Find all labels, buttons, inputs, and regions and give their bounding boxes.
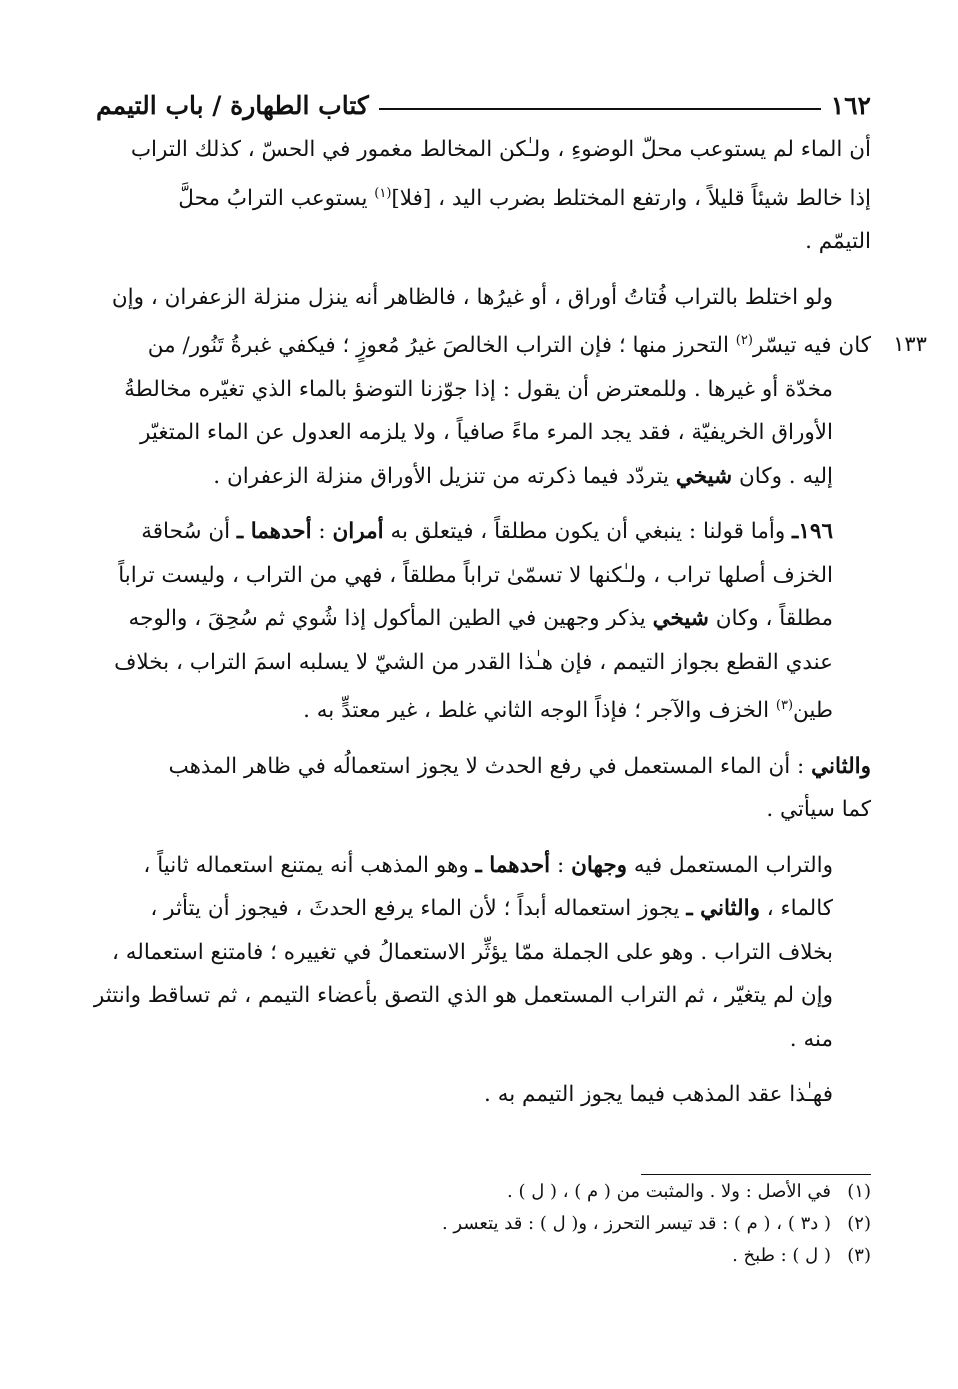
footnote-text: ( ل ) : طبخ . [732, 1245, 831, 1266]
footnote-ref: (١) [374, 185, 392, 201]
page-header [96, 80, 871, 120]
text-segment: مطلقاً ، وكان [708, 606, 833, 632]
bold-term: والثاني ـ [686, 896, 760, 922]
bold-term: أحدهما ـ [475, 852, 551, 878]
paragraph-5 [93, 844, 871, 1062]
footnote-number: (٢) [847, 1213, 871, 1234]
text-segment: يتردّد فيما ذكرته من تنزيل الأوراق منزلة الزعفران . [213, 463, 676, 489]
text-line: وإن لم يتغيّر ، ثم التراب المستعمل هو الذي التصق بأعضاء التيمم ، ثم تساقط وانتثر [93, 983, 833, 1009]
paragraph-1 [96, 128, 871, 264]
text-segment: طين [793, 698, 833, 724]
text-line [96, 455, 871, 499]
footnote-ref: (٣) [775, 698, 794, 714]
footnote-number: (٣) [847, 1245, 871, 1266]
text-segment: وأما قولنا : ينبغي أن يكون مطلقاً ، فيتعلق به [383, 519, 793, 545]
text-line: بخلاف التراب . وهو على الجملة ممّا يؤثِّر الاستعمالُ في تغييره ؛ فامتنع استعماله ، [112, 939, 833, 965]
text-line [96, 172, 871, 221]
bold-term: أحدهما ـ [236, 519, 312, 545]
text-segment: كان فيه تيسّر [752, 333, 871, 359]
text-segment: : [311, 519, 333, 545]
paragraph-2 [96, 276, 871, 499]
text-segment: الخزف والآجر ؛ فإذاً الوجه الثاني غلط ، غير معتدٍّ به . [303, 698, 776, 724]
text-segment: : [550, 852, 572, 878]
text-segment: التحرز منها ؛ فإن التراب الخالصَ غيرُ مُعوزٍ ؛ فيكفي غبرةُ تَنُور/ من [147, 333, 736, 359]
footnotes [300, 1176, 871, 1272]
footnote-text: في الأصل : ولا . والمثبت من ( م ) ، ( ل ) . [507, 1181, 831, 1202]
text-segment: أن سُحاقة [141, 519, 237, 545]
text-line: منه . [789, 1026, 833, 1052]
text-line [96, 597, 871, 641]
text-line [96, 319, 871, 368]
footnote-number: (١) [847, 1181, 871, 1202]
text-line: أن الماء لم يستوعب محلّ الوضوءِ ، ولـٰكن المخالط مغمور في الحسّ ، كذلك التراب [130, 137, 871, 162]
text-line [96, 510, 871, 554]
bold-term: شيخي [675, 463, 733, 489]
text-line: مخدّة أو غيرها . وللمعترض أن يقول : إذا جوّزنا التوضؤ بالماء الذي تغيّره مخالطةُ [124, 376, 833, 402]
text-line: التيمّم . [805, 229, 871, 255]
text-line: عندي القطع بجواز التيمم ، فإن هـٰذا القدر من الشيّ لا يسلبه اسمَ التراب ، بخلاف [114, 649, 833, 675]
footnote-item [300, 1208, 871, 1240]
text-line: فهـٰذا عقد المذهب فيما يجوز التيمم به . [484, 1082, 833, 1108]
section-number: ١٩٦ـ [792, 519, 833, 545]
paragraph-6 [96, 1073, 871, 1117]
bold-term: وجهان [571, 852, 628, 878]
text-line: الأوراق الخريفيّة ، فقد يجد المرء ماءً صافياً ، ولا يلزمه العدول عن الماء المتغيّر [140, 420, 833, 446]
bold-term: أمران [332, 519, 384, 545]
text-segment: إذا خالط شيئاً قليلاً ، وارتفع المختلط بضرب اليد ، [فلا] [391, 185, 871, 211]
text-segment: يجوز استعماله أبداً ؛ لأن الماء يرفع الحدثَ ، فيجوز أن يتأثر ، [150, 896, 687, 922]
footnote-ref: (٢) [735, 333, 753, 349]
footnote-separator [641, 1174, 871, 1175]
text-line: ولو اختلط بالتراب فُتاتُ أوراق ، أو غيرُها ، فالظاهر أنه ينزل منزلة الزعفران ، وإن [111, 284, 833, 310]
header-rule [379, 108, 821, 110]
text-segment: يستوعب الترابُ محلَّ [178, 185, 375, 211]
page-number: ١٦٢ [830, 91, 871, 120]
bold-term: والثاني [811, 753, 871, 779]
text-line: كما سيأتي . [766, 797, 871, 823]
margin-page-number: ١٣٣ [893, 332, 927, 356]
text-segment: كالماء ، [759, 896, 833, 922]
running-title: كتاب الطهارة / باب التيمم [96, 91, 369, 120]
bold-term: شيخي [652, 606, 709, 632]
footnote-item [300, 1240, 871, 1272]
text-line [96, 684, 871, 733]
text-segment: يذكر وجهين في الطين المأكول إذا شُوي ثم سُحِقَ ، والوجه [128, 606, 653, 632]
text-segment: والتراب المستعمل فيه [627, 852, 833, 878]
text-segment: : أن الماء المستعمل في رفع الحدث لا يجوز استعمالُه في ظاهر المذهب [168, 753, 812, 779]
main-text [93, 128, 871, 1129]
text-segment: إليه . وكان [732, 463, 833, 489]
text-line [96, 745, 871, 789]
footnote-item [300, 1176, 871, 1208]
text-segment: وهو المذهب أنه يمتنع استعماله ثانياً ، [143, 852, 476, 878]
text-line [96, 844, 871, 888]
paragraph-3 [96, 510, 871, 733]
text-line: الخزف أصلها تراب ، ولـٰكنها لا تسمّىٰ تراباً مطلقاً ، فهي من التراب ، وليست تراباً [118, 562, 833, 588]
footnote-text: ( د٣ ) ، ( م ) : قد تيسر التحرز ، و( ل ) : قد يتعسر . [441, 1213, 831, 1234]
text-line [96, 887, 871, 931]
paragraph-4 [96, 745, 871, 832]
